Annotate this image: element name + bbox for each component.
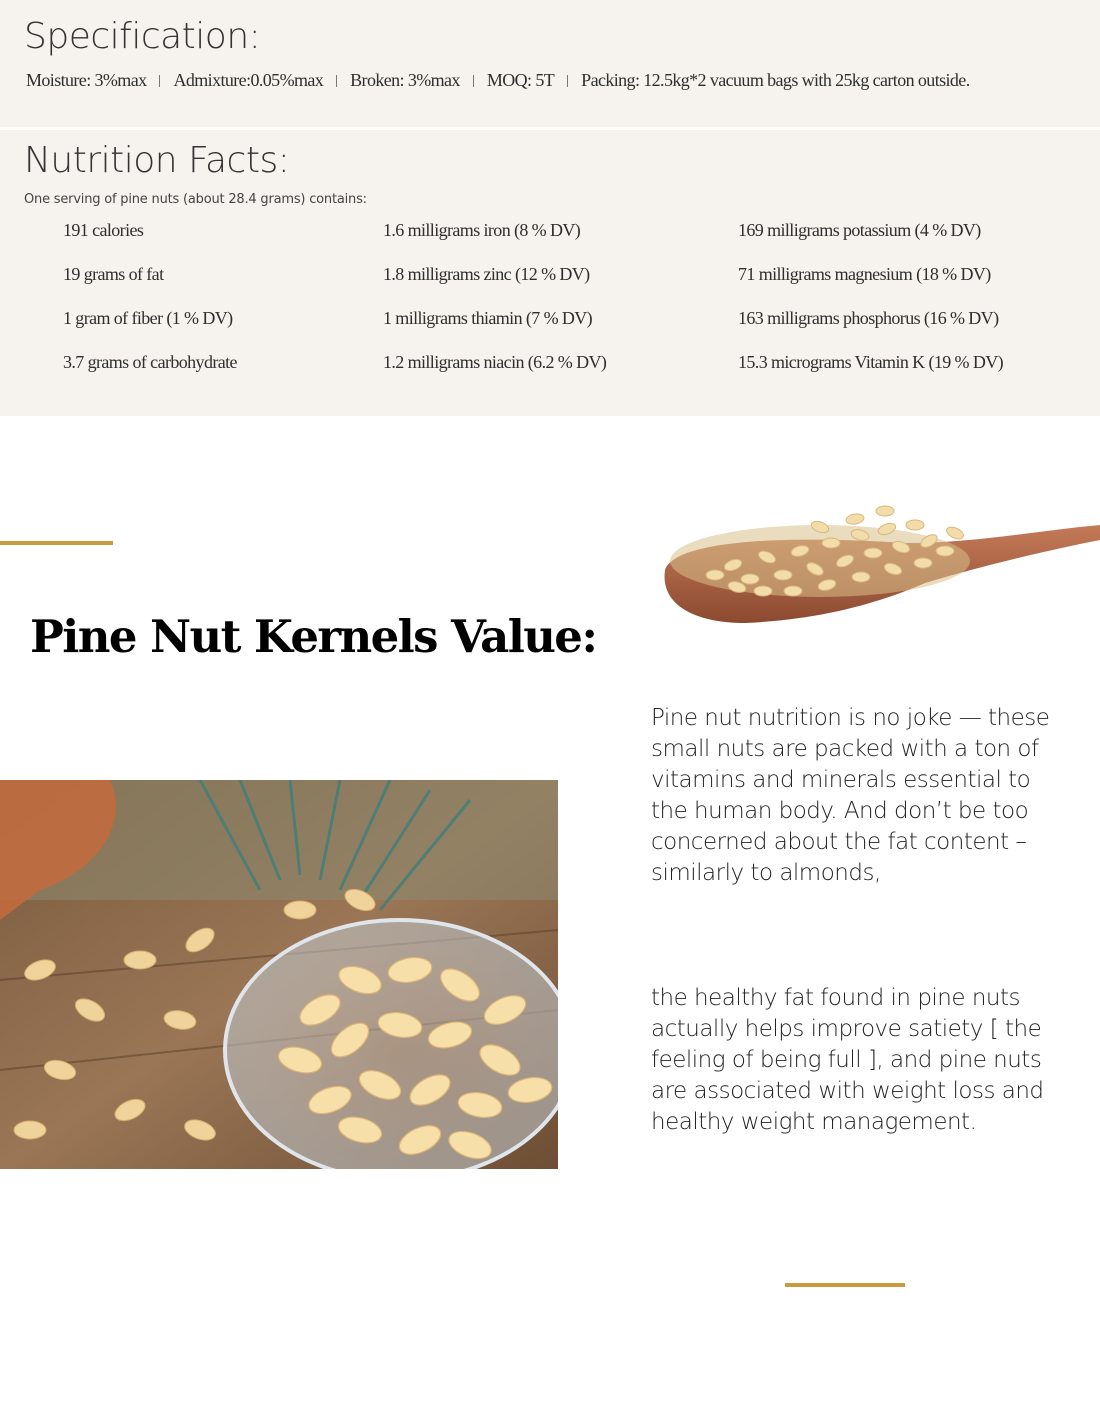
- nutrient-item: 169 milligrams potassium (4 % DV): [738, 220, 981, 240]
- gold-accent-bar: [785, 1283, 905, 1287]
- nutrient-item: 1 milligrams thiamin (7 % DV): [383, 308, 593, 328]
- nutrient-item: 1.6 milligrams iron (8 % DV): [383, 220, 581, 240]
- value-section-title: Pine Nut Kernels Value:: [30, 610, 597, 663]
- nutrient-item: 163 milligrams phosphorus (16 % DV): [738, 308, 999, 328]
- spec-admixture: Admixture:0.05%max: [173, 70, 324, 90]
- nutrient-item: 191 calories: [63, 220, 144, 240]
- nutrient-item: 19 grams of fat: [63, 264, 164, 284]
- spec-moq: MOQ: 5T: [486, 70, 555, 90]
- nutrient-item: 71 milligrams magnesium (18 % DV): [738, 264, 991, 284]
- spec-divider: [336, 75, 337, 87]
- specification-heading: Specification:: [24, 16, 261, 57]
- pine-nuts-bowl-photo: [0, 780, 558, 1169]
- specification-list: [26, 70, 1100, 91]
- spec-packing: Packing: 12.5kg*2 vacuum bags with 25kg carton outside.: [581, 70, 970, 90]
- gold-accent-bar: [0, 541, 113, 545]
- nutrient-item: 1.8 milligrams zinc (12 % DV): [383, 264, 590, 284]
- nutrition-panel: [0, 130, 1100, 416]
- nutrient-item: 3.7 grams of carbohydrate: [63, 352, 237, 372]
- nutrient-item: 1.2 milligrams niacin (6.2 % DV): [383, 352, 607, 372]
- spec-divider: [567, 75, 568, 87]
- specification-panel: [0, 0, 1100, 127]
- spec-moisture: Moisture: 3%max: [26, 70, 147, 90]
- nutrition-heading: Nutrition Facts:: [24, 140, 290, 181]
- value-paragraph-2: the healthy fat found in pine nuts actually helps improve satiety [ the feeling of being full ], and pine nuts are associated with weight loss and healthy weight management.: [651, 985, 1044, 1135]
- value-paragraph-1: Pine nut nutrition is no joke — these small nuts are packed with a ton of vitamins and minerals essential to the human body. And don’t be too concerned about the fat content – similarly to almonds,: [651, 705, 1050, 886]
- serving-note: One serving of pine nuts (about 28.4 grams) contains:: [24, 192, 367, 207]
- nutrient-item: 15.3 micrograms Vitamin K (19 % DV): [738, 352, 1004, 372]
- spoon-pine-nuts-image: [655, 495, 1100, 635]
- spec-broken: Broken: 3%max: [350, 70, 460, 90]
- spec-divider: [159, 75, 160, 87]
- nutrient-item: 1 gram of fiber (1 % DV): [63, 308, 233, 328]
- spec-divider: [473, 75, 474, 87]
